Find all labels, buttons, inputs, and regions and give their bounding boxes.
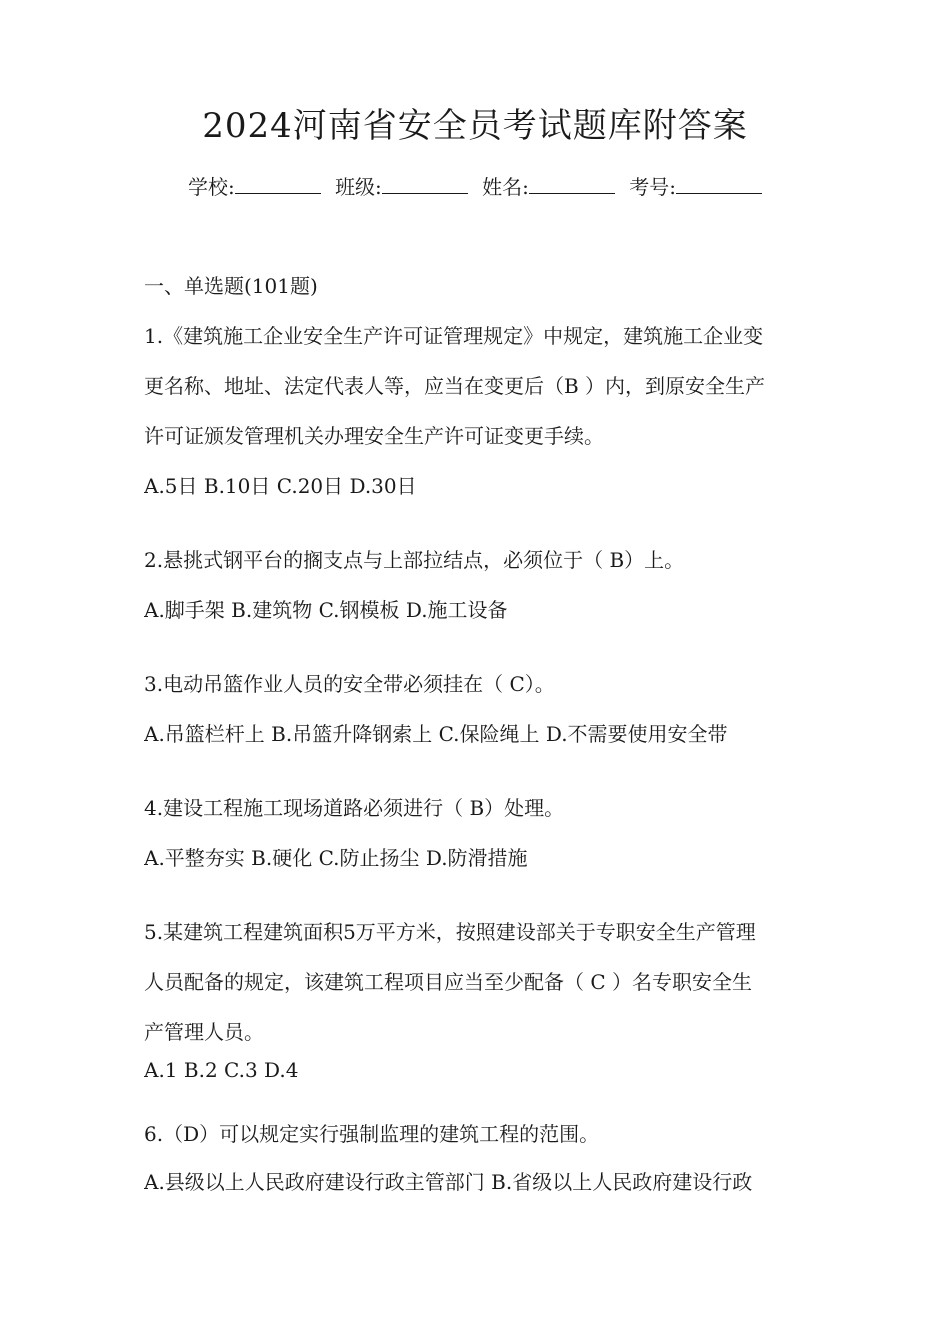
info-field-exam-number [629, 175, 762, 199]
question-5-line-3: 产管理人员。 [144, 1020, 264, 1044]
question-1-options: A.5日 B.10日 C.20日 D.30日 [144, 474, 417, 498]
question-2-line-1: 2.悬挑式钢平台的搁支点与上部拉结点，必须位于（ B）上。 [144, 548, 685, 572]
blank-line [382, 175, 468, 194]
question-5-line-2: 人员配备的规定，该建筑工程项目应当至少配备（ C ）名专职安全生 [144, 970, 753, 994]
info-label: 姓名: [482, 175, 529, 199]
info-field-name [482, 175, 615, 199]
question-4-line-1: 4.建设工程施工现场道路必须进行（ B）处理。 [144, 796, 565, 820]
question-3-line-1: 3.电动吊篮作业人员的安全带必须挂在（ C）。 [144, 672, 555, 696]
info-label: 班级: [335, 175, 382, 199]
question-6-line-1: 6.（D）可以规定实行强制监理的建筑工程的范围。 [144, 1122, 600, 1146]
question-3-options: A.吊篮栏杆上 B.吊篮升降钢索上 C.保险绳上 D.不需要使用安全带 [144, 722, 728, 746]
section-heading: 一、单选题(101题) [144, 274, 318, 298]
question-1-line-1: 1.《建筑施工企业安全生产许可证管理规定》中规定，建筑施工企业变 [144, 324, 764, 348]
blank-line [676, 175, 762, 194]
blank-line [529, 175, 615, 194]
info-label: 学校: [187, 175, 235, 199]
info-field-school [188, 175, 321, 199]
question-1-line-3: 许可证颁发管理机关办理安全生产许可证变更手续。 [144, 424, 604, 448]
info-field-class [335, 175, 468, 199]
question-6-options: A.县级以上人民政府建设行政主管部门 B.省级以上人民政府建设行政 [144, 1170, 753, 1194]
document-title: 2024河南省安全员考试题库附答案 [202, 106, 748, 146]
question-4-options: A.平整夯实 B.硬化 C.防止扬尘 D.防滑措施 [144, 846, 528, 870]
question-5-line-1: 5.某建筑工程建筑面积5万平方米，按照建设部关于专职安全生产管理 [144, 920, 756, 944]
student-info-line [0, 172, 950, 202]
info-label: 考号: [629, 175, 677, 199]
question-2-options: A.脚手架 B.建筑物 C.钢模板 D.施工设备 [144, 598, 508, 622]
question-1-line-2: 更名称、地址、法定代表人等，应当在变更后（B ）内，到原安全生产 [144, 374, 766, 398]
question-5-options: A.1 B.2 C.3 D.4 [144, 1058, 299, 1082]
blank-line [235, 175, 321, 194]
